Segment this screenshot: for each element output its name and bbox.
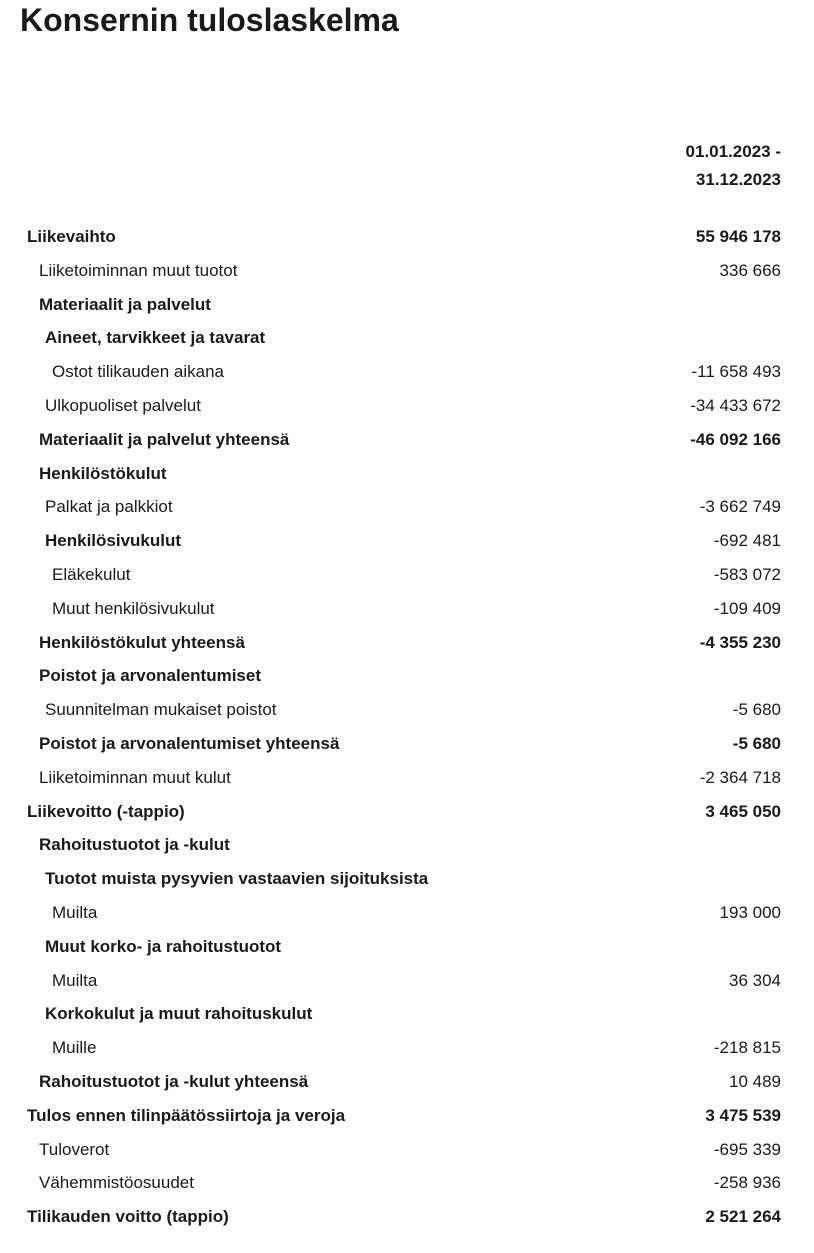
row-value: 10 489 [729,1071,781,1091]
row-label: Palkat ja palkkiot [45,497,173,517]
row-label: Henkilösivukulut [45,531,182,551]
row-label: Aineet, tarvikkeet ja tavarat [45,328,266,348]
row-label: Muilta [52,970,98,990]
row-label: Rahoitustuotot ja -kulut [39,835,230,855]
row-label: Vähemmistöosuudet [39,1173,194,1193]
row-label: Tulos ennen tilinpäätössiirtoja ja veroja [27,1105,346,1125]
row-value: 36 304 [729,970,781,990]
row-label: Muut korko- ja rahoitustuotot [45,936,282,956]
period-start: 01.01.2023 - [685,142,781,161]
row-materiaalit-ja-palvelut-yhteensa [0,423,814,457]
row-label: Henkilöstökulut [39,463,167,483]
row-henkilostokulut [0,457,814,491]
row-label: Ulkopuoliset palvelut [45,395,201,415]
row-materiaalit-ja-palvelut [0,288,814,322]
period-end: 31.12.2023 [695,170,781,189]
row-label: Materiaalit ja palvelut [39,294,211,314]
row-value: 3 465 050 [705,801,781,821]
row-muut-henkilosivukulut [0,592,814,626]
row-liiketoiminnan-muut-kulut [0,761,814,795]
row-label: Muut henkilösivukulut [52,598,215,618]
row-value: -109 409 [713,598,781,618]
row-korkokulut-ja-muut-rahoituskulut [0,997,814,1031]
row-label: Ostot tilikauden aikana [52,362,224,382]
row-label: Liikevoitto (-tappio) [27,801,185,821]
row-rahoitustuotot-ja-kulut-yhteensa [0,1065,814,1099]
row-label: Tuotot muista pysyvien vastaavien sijoituksista [45,869,429,889]
row-vahemmistoosuudet [0,1166,814,1200]
row-label: Suunnitelman mukaiset poistot [45,700,277,720]
row-value: -695 339 [713,1139,781,1159]
row-tulos-ennen-tilinpaatossiirtoja-ja-veroja [0,1099,814,1133]
row-liikevaihto [0,220,814,254]
row-value: 3 475 539 [705,1105,781,1125]
row-value: -5 680 [732,733,781,753]
row-value: 336 666 [719,260,781,280]
row-value: -218 815 [713,1038,781,1058]
row-tilikauden-voitto [0,1200,814,1234]
row-label: Tuloverot [39,1139,110,1159]
row-value: -11 658 493 [691,362,781,382]
row-muut-korko-ja-rahoitustuotot [0,930,814,964]
row-muille [0,1031,814,1065]
row-label: Eläkekulut [52,564,131,584]
row-value: 55 946 178 [695,227,781,246]
row-elakekulut [0,558,814,592]
row-value: -692 481 [713,531,781,551]
row-value: 193 000 [719,902,781,922]
row-label: Liiketoiminnan muut kulut [39,767,231,787]
row-value: -2 364 718 [699,767,781,787]
row-poistot-ja-arvonalentumiset [0,659,814,693]
row-label: Rahoitustuotot ja -kulut yhteensä [39,1071,309,1091]
row-value: -3 662 749 [699,497,781,517]
row-ulkopuoliset-palvelut [0,389,814,423]
row-rahoitustuotot-ja-kulut [0,828,814,862]
row-label: Muille [52,1038,97,1058]
page-title: Konsernin tuloslaskelma [20,2,399,38]
row-aineet-tarvikkeet-ja-tavarat [0,321,814,355]
row-label: Materiaalit ja palvelut yhteensä [39,429,290,449]
row-suunnitelman-mukaiset-poistot [0,693,814,727]
row-value: 2 521 264 [705,1207,781,1227]
row-liiketoiminnan-muut-tuotot [0,254,814,288]
row-label: Tilikauden voitto (tappio) [27,1207,229,1227]
row-poistot-ja-arvonalentumiset-yhteensa [0,727,814,761]
row-label: Henkilöstökulut yhteensä [39,632,245,652]
row-ostot-tilikauden-aikana [0,355,814,389]
row-label: Muilta [52,902,98,922]
row-value: -258 936 [713,1173,781,1193]
row-muilta-1 [0,896,814,930]
row-muilta-2 [0,964,814,998]
row-value: -4 355 230 [699,632,781,652]
row-label: Poistot ja arvonalentumiset [39,666,261,686]
row-tuotot-muista-pysyvien-vastaavien-sijoituksista [0,862,814,896]
income-statement-table [0,220,814,1234]
row-label: Korkokulut ja muut rahoituskulut [45,1004,313,1024]
row-label: Liiketoiminnan muut tuotot [39,260,238,280]
row-henkilostokulut-yhteensa [0,626,814,660]
row-henkilosivukulut [0,524,814,558]
row-value: -5 680 [732,700,781,720]
period-header [686,138,781,194]
row-value: -46 092 166 [690,429,781,449]
row-label: Poistot ja arvonalentumiset yhteensä [39,733,340,753]
row-value: -34 433 672 [690,395,781,415]
row-label: Liikevaihto [27,227,116,246]
row-tuloverot [0,1133,814,1167]
row-palkat-ja-palkkiot [0,490,814,524]
row-value: -583 072 [713,564,781,584]
row-liikevoitto [0,795,814,829]
